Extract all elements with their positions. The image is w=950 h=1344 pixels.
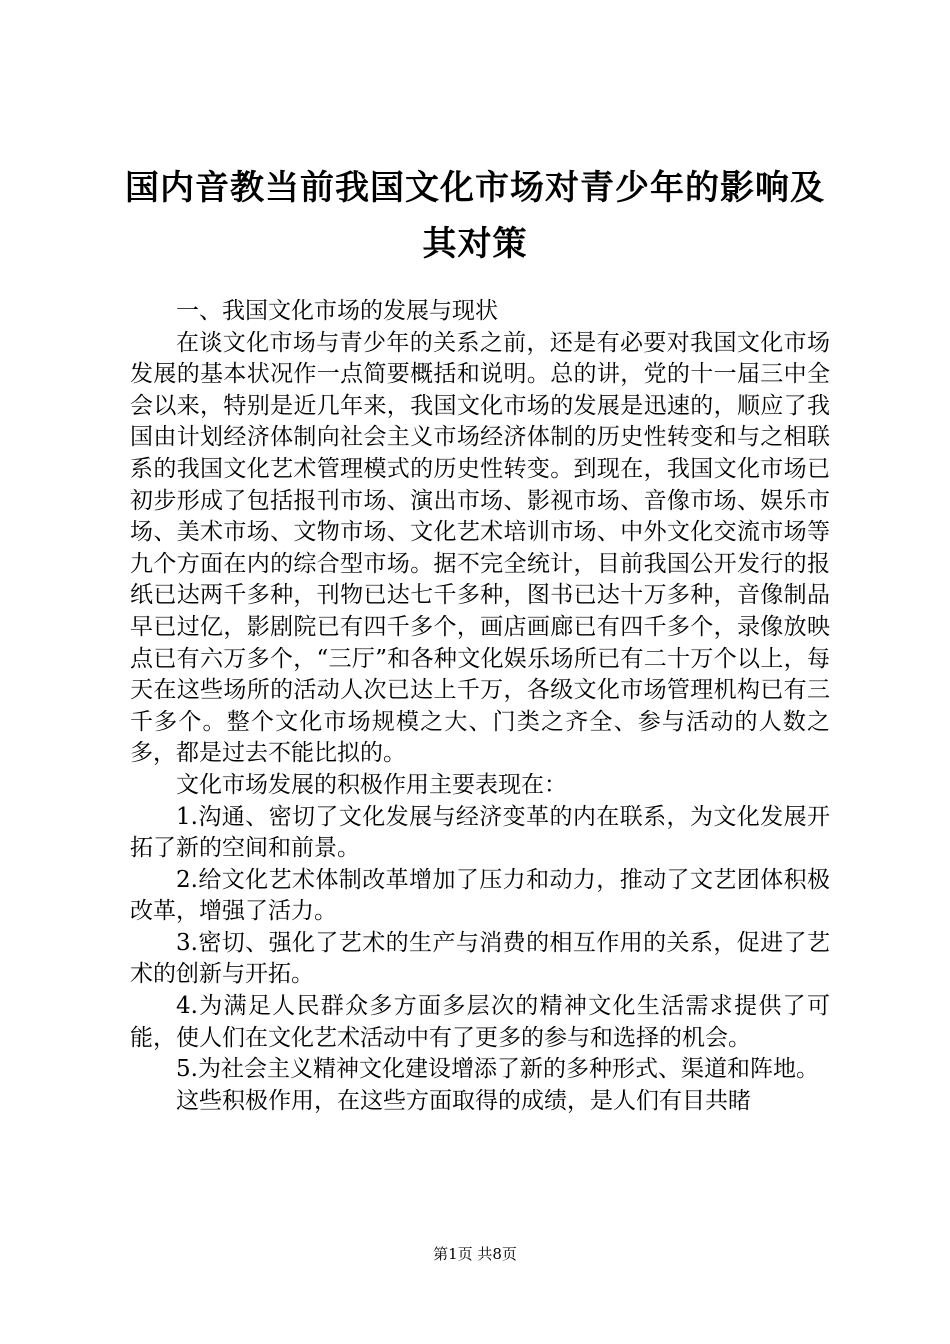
list-item: 3.密切、强化了艺术的生产与消费的相互作用的关系，促进了艺术的创新与开拓。 — [130, 929, 830, 988]
list-item: 5.为社会主义精神文化建设增添了新的多种形式、渠道和阵地。 — [176, 1056, 819, 1083]
list-item: 4.为满足人民群众多方面多层次的精神文化生活需求提供了可能，使人们在文化艺术活动中有了更多的参与和选择的机会。 — [130, 993, 830, 1051]
body-paragraph: 文化市场发展的积极作用主要表现在： — [176, 771, 567, 798]
body-paragraph: 这些积极作用，在这些方面取得的成绩，是人们有目共睹 — [176, 1087, 751, 1114]
list-item: 2.给文化艺术体制改革增加了压力和动力，推动了文艺团体积极改革，增强了活力。 — [130, 866, 830, 925]
body-paragraph: 在谈文化市场与青少年的关系之前，还是有必要对我国文化市场发展的基本状况作一点简要概括和说明。总的讲，党的十一届三中全会以来，特别是近几年来，我国文化市场的发展是迅速的，顺应了我国由计划经济体制向社会主义市场经济体制的历史性转变和与之相联系的我国文化艺术管理模式的历史性转变。到现在，我国文化市场已初步形成了包括报刊市场、演出市场、影视市场、音像市场、娱乐市场、美术市场、文物市场、文化艺术培训市场、中外文化交流市场等九个方面在内的综合型市场。据不完全统计，目前我国公开发行的报纸已达两千多种，刊物已达七千多种，图书已达十万多种，音像制品早已过亿，影剧院已有四千多个，画店画廊已有四千多个，录像放映点已有六万多个，“三厅”和各种文化娱乐场所已有二十万个以上，每天在这些场所的活动人次已达上千万，各级文化市场管理机构已有三千多个。整个文化市场规模之大、门类之齐全、参与活动的人数之多，都是过去不能比拟的。 — [130, 329, 830, 767]
page-footer: 第1页 共8页 — [433, 1245, 517, 1263]
document-title: 国内音教当前我国文化市场对青少年的影响及其对策 — [125, 168, 825, 264]
document-body — [130, 296, 830, 1117]
section-heading: 一、我国文化市场的发展与现状 — [176, 298, 498, 324]
list-item: 1.沟通、密切了文化发展与经济变革的内在联系，为文化发展开拓了新的空间和前景。 — [130, 803, 830, 862]
